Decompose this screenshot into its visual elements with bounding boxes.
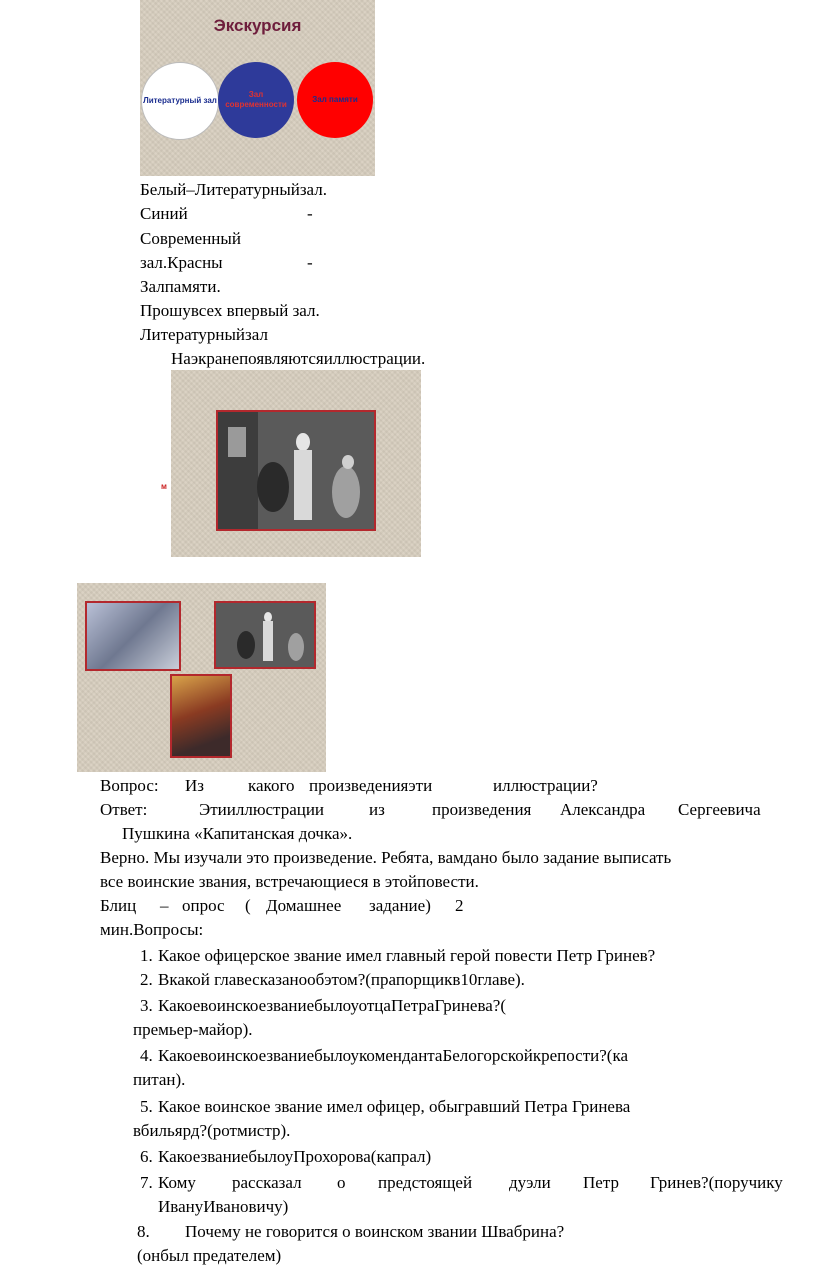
question-word-1: Из [185, 776, 204, 795]
question-7-word-2: рассказал [232, 1173, 302, 1192]
slide-excursion [140, 0, 375, 176]
question-word-3: произведенияэти [309, 776, 433, 795]
answer-word-1: Этииллюстрации [199, 800, 325, 819]
blitz-word-5: Домашнее [266, 896, 342, 915]
blitz-word-7: 2 [455, 896, 464, 915]
answer-word-4: Александра [560, 800, 646, 819]
question-7-word-3: о [337, 1173, 346, 1192]
question-1-number: 1. [140, 946, 153, 965]
intro-line-2b: - [307, 204, 313, 223]
slide-red-tag: м [161, 482, 167, 491]
illustration-photo-bottom [170, 674, 232, 758]
question-word-4: иллюстрации? [493, 776, 598, 795]
illustration-photo-large [216, 410, 376, 531]
circle-memory-hall-label: Зал памяти [312, 95, 358, 104]
slide-title: Экскурсия [213, 16, 302, 35]
question-7-word-6: Петр [583, 1173, 619, 1192]
question-7-word-7: Гринев?(поручику [650, 1173, 783, 1192]
question-5-number: 5. [140, 1097, 153, 1116]
question-7-number: 7. [140, 1173, 153, 1192]
question-1-text: Какое офицерское звание имел главный герой повести Петр Гринев? [158, 946, 656, 965]
question-4-number: 4. [140, 1046, 153, 1065]
illustration-photo-left [85, 601, 181, 671]
answer-word-2: из [369, 800, 385, 819]
circle-literary-hall [141, 62, 219, 140]
intro-line-5: Залпамяти. [140, 277, 221, 296]
blitz-word-4: ( [245, 896, 251, 915]
intro-line-3: Современный [140, 229, 241, 248]
answer-word-5: Сергеевича [678, 800, 761, 819]
question-5-continuation: вбильярд?(ротмистр). [133, 1121, 291, 1140]
question-2-number: 2. [140, 970, 153, 989]
question-7-word-5: дуэли [509, 1173, 551, 1192]
question-6-text: КакоезваниебылоуПрохорова(капрал) [158, 1147, 432, 1166]
paragraph-line-1: Верно. Мы изучали это произведение. Ребята, вамдано было задание выписать [100, 848, 672, 867]
question-8-continuation: (онбыл предателем) [137, 1246, 282, 1265]
illustration-figures [218, 412, 374, 529]
blitz-line-2: мин.Вопросы: [100, 920, 204, 939]
question-7-word-1: Кому [158, 1173, 196, 1192]
illustration-photo-right [214, 601, 316, 669]
question-4-continuation: питан). [133, 1070, 186, 1089]
slide-illustration [161, 370, 421, 557]
question-word-2: какого [248, 776, 295, 795]
intro-line-1: Белый–Литературныйзал. [140, 180, 327, 199]
intro-line-6: Прошувсех впервый зал. [140, 301, 320, 320]
question-8-number: 8. [137, 1222, 150, 1241]
question-5-text: Какое воинское звание имел офицер, обыгравший Петра Гринева [158, 1097, 631, 1116]
answer-label: Ответ: [100, 800, 148, 819]
question-4-text: КакоевоинскоезваниебылоукомендантаБелогорскойкрепости?(ка [158, 1046, 629, 1065]
question-label: Вопрос: [100, 776, 159, 795]
circle-modern-hall-label: Зал современности [225, 90, 287, 109]
question-2-text: Вкакой главесказанообэтом?(прапорщикв10главе). [158, 970, 525, 989]
question-3-number: 3. [140, 996, 153, 1015]
answer-continuation: Пушкина «Капитанская дочка». [122, 824, 353, 843]
illustration-figures-small [216, 603, 314, 667]
blitz-word-1: Блиц [100, 896, 137, 915]
question-7-word-4: предстоящей [378, 1173, 473, 1192]
intro-line-8: Наэкранепоявляютсяиллюстрации. [171, 349, 426, 368]
blitz-word-3: опрос [182, 896, 225, 915]
paragraph-line-2: все воинские звания, встречающиеся в этойповести. [100, 872, 479, 891]
circle-literary-hall-label: Литературный зал [143, 96, 217, 105]
intro-line-4b: - [307, 253, 313, 272]
intro-line-4a: зал.Красны [140, 253, 223, 272]
answer-word-3: произведения [432, 800, 532, 819]
circle-memory-hall [297, 62, 373, 138]
question-7-continuation: ИвануИвановичу) [158, 1197, 289, 1216]
question-6-number: 6. [140, 1147, 153, 1166]
blitz-word-6: задание) [369, 896, 431, 915]
intro-line-2a: Синий [140, 204, 188, 223]
question-3-text: КакоевоинскоезваниебылоуотцаПетраГринева?( [158, 996, 507, 1015]
intro-line-7: Литературныйзал [140, 325, 268, 344]
question-3-continuation: премьер-майор). [133, 1020, 253, 1039]
circle-modern-hall [218, 62, 294, 138]
slide-three-illustrations [77, 583, 326, 772]
blitz-word-2: – [160, 896, 169, 915]
question-8-text: Почему не говорится о воинском звании Швабрина? [185, 1222, 565, 1241]
